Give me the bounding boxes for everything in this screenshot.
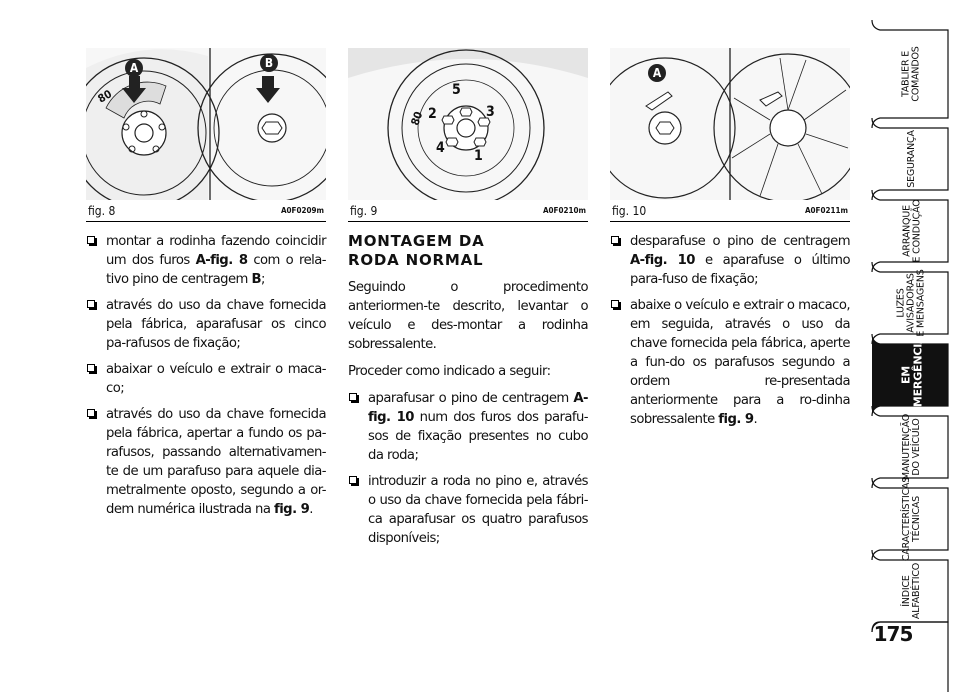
bold-reference: A-fig. 8 bbox=[195, 253, 248, 268]
bold-reference: fig. 9 bbox=[274, 502, 310, 517]
figure-9-bolt-3: 3 bbox=[486, 104, 495, 120]
figure-8 bbox=[86, 48, 326, 200]
figure-8-code: A0F0209m bbox=[280, 206, 324, 215]
column-3 bbox=[610, 232, 850, 436]
bullet-text: . bbox=[309, 502, 313, 517]
figure-9-bolt-2: 2 bbox=[428, 106, 437, 122]
bullet-checkbox-icon bbox=[87, 364, 95, 372]
instruction-paragraph: Proceder como indicado a seguir: bbox=[348, 364, 551, 379]
figure-8-size-marking: 80 bbox=[95, 87, 115, 106]
section-heading bbox=[348, 232, 588, 270]
column-3-bullet-item bbox=[610, 232, 850, 289]
column-2-bullet-item bbox=[348, 472, 588, 548]
bold-reference: A-fig. 10 bbox=[630, 253, 695, 268]
bullet-checkbox-icon bbox=[611, 236, 619, 244]
figure-8-label: fig. 8 bbox=[88, 204, 116, 218]
bullet-checkbox-icon bbox=[87, 300, 95, 308]
page-number: 175 bbox=[873, 622, 913, 646]
column-1-bullet-item bbox=[86, 296, 326, 353]
figure-9-code: A0F0210m bbox=[542, 206, 586, 215]
bullet-text: montar a rodinha fazendo coincidir um dos furos bbox=[106, 234, 326, 268]
column-2 bbox=[348, 232, 588, 555]
figure-8-marker-b: B bbox=[260, 54, 278, 72]
sidebar-tab[interactable] bbox=[872, 128, 952, 190]
bullet-checkbox-icon bbox=[349, 393, 357, 401]
chapter-sidebar bbox=[868, 0, 960, 692]
section-heading-line-2: RODA NORMAL bbox=[348, 251, 484, 269]
figure-9 bbox=[348, 48, 588, 200]
bullet-text: num dos furos dos parafu-sos de fixação presentes no cubo da roda; bbox=[368, 410, 588, 463]
bold-reference: fig. 9 bbox=[718, 412, 754, 427]
sidebar-tab-label: TABLIER E COMANDOS bbox=[900, 46, 922, 102]
column-1-bullet-item bbox=[86, 405, 326, 519]
figure-8-illustration bbox=[86, 48, 326, 200]
sidebar-tab-label: EM EMERGÊNCIA bbox=[899, 335, 924, 415]
column-2-bullet-item bbox=[348, 389, 588, 465]
figure-9-caption bbox=[348, 203, 588, 222]
figure-10-illustration bbox=[610, 48, 850, 200]
bullet-text: e aparafuse o último para-fuso de fixação; bbox=[630, 253, 850, 287]
section-heading-line-1: MONTAGEM DA bbox=[348, 232, 485, 250]
column-1-bullet-item bbox=[86, 360, 326, 398]
sidebar-tab[interactable] bbox=[872, 335, 952, 415]
sidebar-tab[interactable] bbox=[872, 476, 952, 562]
sidebar-tab[interactable] bbox=[872, 413, 952, 481]
bullet-text: . bbox=[753, 412, 758, 427]
bullet-text: ; bbox=[261, 272, 265, 287]
figure-9-label: fig. 9 bbox=[350, 204, 378, 218]
column-1-bullet-item bbox=[86, 232, 326, 289]
sidebar-tab-label: ARRANQUE E CONDUÇÃO bbox=[900, 199, 922, 263]
sidebar-tab-label: MANUTENÇÃO DO VEÍCULO bbox=[901, 413, 922, 481]
sidebar-tab[interactable] bbox=[872, 560, 952, 622]
figure-8-marker-a: A bbox=[125, 59, 143, 77]
bullet-text: abaixe o veículo e extrair o macaco, em seguida, através o uso da chave fornecida pela fábrica, aperte a fun-do os parafusos segundo a ordem re-presentada anteriormente para a ro-dinha sobressalente bbox=[630, 298, 850, 427]
figure-8-caption bbox=[86, 203, 326, 222]
bullet-text: desparafuse o pino de centragem bbox=[630, 234, 850, 249]
figure-9-bolt-4: 4 bbox=[436, 140, 445, 156]
figure-9-size-marking: 80 bbox=[408, 109, 426, 128]
figure-9-bolt-1: 1 bbox=[474, 148, 483, 164]
sidebar-tab-label: SEGURANÇA bbox=[905, 130, 917, 188]
bullet-text: através do uso da chave fornecida pela fábrica, apertar a fundo os pa-rafusos, passando alternativamen-te de um parafuso para aquele dia-metralmente oposto, segundo a or-dem numérica ilustrada na bbox=[106, 407, 326, 517]
figure-10 bbox=[610, 48, 850, 200]
bold-reference: B bbox=[251, 272, 262, 287]
sidebar-tab-label: CARACTERÍSTICAS TÉCNICAS bbox=[901, 476, 923, 562]
bullet-text: introduzir a roda no pino e, através o uso da chave fornecida pela fábri-ca aparafusar os quatro parafusos disponíveis; bbox=[368, 474, 588, 546]
column-1 bbox=[86, 232, 326, 526]
sidebar-tab[interactable] bbox=[872, 30, 952, 118]
bullet-checkbox-icon bbox=[611, 300, 619, 308]
figure-10-marker-a: A bbox=[648, 64, 666, 82]
bullet-text: através do uso da chave fornecida pela fábrica, aparafusar os cinco pa-rafusos de fixação; bbox=[106, 298, 326, 351]
intro-paragraph: Seguindo o procedimento anteriormen-te descrito, levantar o veículo e des-montar a rodinha sobressalente. bbox=[348, 280, 588, 352]
figure-10-code: A0F0211m bbox=[804, 206, 848, 215]
sidebar-tab[interactable] bbox=[872, 200, 952, 262]
sidebar-tab[interactable] bbox=[872, 269, 952, 337]
sidebar-tab-label: LUZES AVISADORAS E MENSAGENS bbox=[895, 269, 927, 337]
column-2-bullet-list bbox=[348, 389, 588, 548]
bullet-checkbox-icon bbox=[349, 476, 357, 484]
bullet-checkbox-icon bbox=[87, 236, 95, 244]
figure-9-bolt-5: 5 bbox=[452, 82, 461, 98]
column-3-bullet-item bbox=[610, 296, 850, 429]
figure-9-illustration bbox=[348, 48, 588, 200]
bold-reference: A-fig. 10 bbox=[368, 391, 588, 425]
bullet-checkbox-icon bbox=[87, 409, 95, 417]
figure-10-caption bbox=[610, 203, 850, 222]
bullet-text: abaixar o veículo e extrair o maca-co; bbox=[106, 362, 326, 396]
figure-10-label: fig. 10 bbox=[612, 204, 647, 218]
bullet-text: aparafusar o pino de centragem bbox=[368, 391, 574, 406]
sidebar-tab-label: ÍNDICE ALFABÉTICO bbox=[901, 562, 922, 620]
bullet-text: com o rela-tivo pino de centragem bbox=[106, 253, 326, 287]
